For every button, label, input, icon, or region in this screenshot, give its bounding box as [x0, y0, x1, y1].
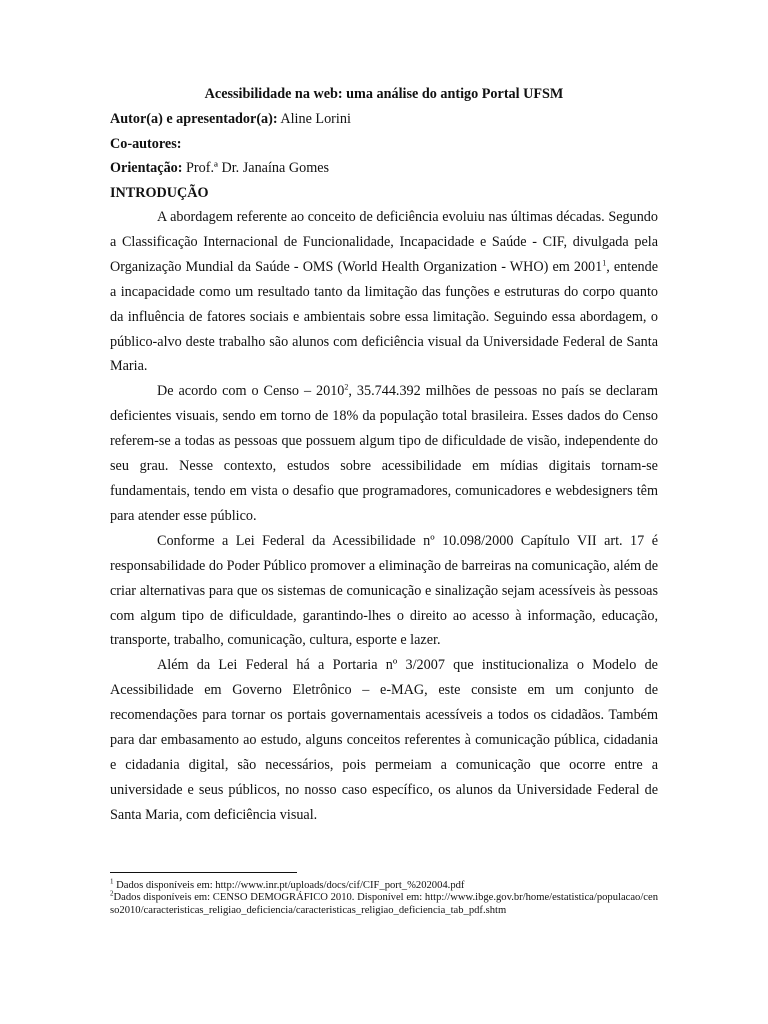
paragraph-1-text-a: A abordagem referente ao conceito de deficiência evoluiu nas últimas décadas. Segundo a Classificação Internacional de Funcionalidade, Incapacidade e Saúde - CIF, divulgada pela Organização Mundial da Saúde - OMS (World Health Organization - WHO) em 2001 [110, 209, 658, 275]
author-line [110, 107, 658, 132]
paragraph-2 [110, 379, 658, 528]
advisor-line [110, 156, 658, 181]
paragraph-3: Conforme a Lei Federal da Acessibilidade nº 10.098/2000 Capítulo VII art. 17 é responsabilidade do Poder Público promover a eliminação de barreiras na comunicação, além de criar alternativas para que os sistemas de comunicação e sinalização sejam acessíveis às pessoas com algum tipo de dificuldade, garantindo-lhes o direito ao acesso à informação, educação, transporte, trabalho, comunicação, cultura, esporte e lazer. [110, 532, 658, 649]
footnote-2 [110, 889, 658, 917]
footnote-2-marker: 2 [110, 889, 114, 898]
coauthors-label: Co-autores: [110, 135, 182, 152]
footnote-1-text: Dados disponíveis em: http://www.inr.pt/uploads/docs/cif/CIF_port_%202004.pdf [113, 880, 465, 891]
footnote-2-text: Dados disponíveis em: CENSO DEMOGRÁFICO 2010. Disponível em: http://www.ibge.gov.br/home/estatistica/populacao/censo2010/caracteristicas_religiao_deficiencia/caracteristicas_religiao_deficiencia_tab_pdf.shtm [110, 892, 658, 916]
paragraph-2-text-b: , 35.744.392 milhões de pessoas no país se declaram deficientes visuais, sendo em torno de 18% da população total brasileira. Esses dados do Censo referem-se a todas as pessoas que possuem algum tipo de dificuldade de visão, independente do seu grau. Nesse contexto, estudos sobre acessibilidade em mídias digitais tornam-se fundamentais, tendo em vista o desafio que programadores, comunicadores e webdesigners têm para atender esse público. [110, 383, 658, 524]
footnote-divider [110, 872, 297, 873]
paragraph-1 [110, 205, 658, 379]
document-title: Acessibilidade na web: uma análise do antigo Portal UFSM [204, 86, 564, 102]
paragraph-1-text-b: , entende a incapacidade como um resultado tanto da limitação das funções e estruturas do corpo quanto da influência de fatores sociais e ambientais sobre essa limitação. Seguindo essa abordagem, o público-alvo deste trabalho são alunos com deficiência visual da Universidade Federal de Santa Maria. [110, 258, 658, 375]
coauthors-line [110, 132, 658, 157]
advisor-label: Orientação: [110, 160, 183, 176]
section-heading: INTRODUÇÃO [110, 184, 209, 201]
footnotes [110, 872, 658, 917]
footnote-1 [110, 877, 658, 892]
footnote-ref-2: 2 [344, 382, 349, 392]
footnote-ref-1: 1 [602, 258, 607, 268]
author-value: Aline Lorini [280, 111, 351, 127]
paragraph-2-text-a: De acordo com o Censo – 2010 [157, 383, 345, 400]
advisor-value: Prof.ª Dr. Janaína Gomes [186, 160, 330, 176]
paragraph-4: Além da Lei Federal há a Portaria nº 3/2007 que institucionaliza o Modelo de Acessibilidade em Governo Eletrônico – e-MAG, este consiste em um conjunto de recomendações para tornar os portais governamentais acessíveis a todos os cidadãos. Também para dar embasamento ao estudo, alguns conceitos referentes à comunicação pública, cidadania e cidadania digital, são necessários, pois permeiam a comunicação que ocorre entre a universidade e seus públicos, no nosso caso específico, os alunos da Universidade Federal de Santa Maria, com deficiência visual. [110, 657, 658, 823]
document-body [110, 82, 658, 828]
footnote-1-marker: 1 [110, 877, 114, 886]
author-label: Autor(a) e apresentador(a): [110, 111, 278, 127]
